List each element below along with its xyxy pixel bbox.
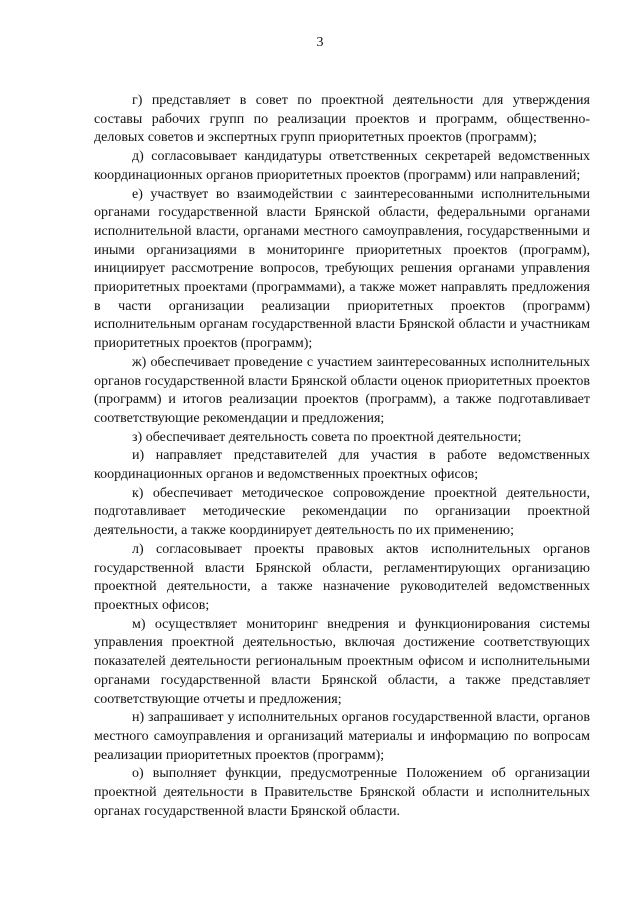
paragraph-z: з) обеспечивает деятельность совета по проектной деятельности; (132, 429, 522, 445)
page-number: 3 (316, 35, 324, 50)
paragraph-o: о) выполняет функции, предусмотренные Положением об организации проектной деятельности в Правительстве Брянской области и исполнительных органах государственной власти Брянской области. (94, 766, 590, 819)
paragraph-i: и) направляет представителей для участия в работе ведомственных координационных органов и ведомственных проектных офисов; (94, 448, 590, 483)
paragraph-l: л) согласовывает проекты правовых актов исполнительных органов государственной власти Брянской области, регламентирующих организацию проектной деятельности, а также назначение руководителей ведомственных проектных офисов; (94, 541, 590, 613)
paragraph-m: м) осуществляет мониторинг внедрения и функционирования системы управления проектной деятельностью, включая достижение соответствующих показателей деятельности региональным проектным офисом и исполнительными органами государственной власти Брянской области, а также представляет соответствующие отчеты и предложения; (94, 616, 590, 707)
paragraph-zh: ж) обеспечивает проведение с участием заинтересованных исполнительных органов государственной власти Брянской области оценок приоритетных проектов (программ) и итогов реализации проектов (программ), а также подготавливает соответствующие рекомендации и предложения; (94, 354, 590, 426)
paragraph-e: е) участвует во взаимодействии с заинтересованными исполнительными органами государственной власти Брянской области, федеральными органами исполнительной власти, органами местного самоуправления, государственными и иными организациями в мониторинге приоритетных проектов (программ), инициирует рассмотрение вопросов, требующих решения органами управления приоритетных проектами (программами), а также может направлять предложения в части организации реализации приоритетных проектов (программ) исполнительным органам государственной власти Брянской области и участникам приоритетных проектов (программ); (94, 186, 590, 352)
paragraph-k: к) обеспечивает методическое сопровождение проектной деятельности, подготавливает методические рекомендации по организации проектной деятельности, а также координирует деятельность по их применению; (94, 485, 590, 539)
paragraph-d: д) согласовывает кандидатуры ответственных секретарей ведомственных координационных органов приоритетных проектов (программ) или направлений; (94, 149, 590, 183)
document-body (94, 92, 590, 821)
paragraph-g: г) представляет в совет по проектной деятельности для утверждения составы рабочих групп по реализации проектов и программ, общественно-деловых советов и экспертных групп приоритетных проектов (программ); (94, 93, 590, 146)
paragraph-n: н) запрашивает у исполнительных органов государственной власти, органов местного самоуправления и организаций материалы и информацию по вопросам реализации приоритетных проектов (программ); (94, 710, 590, 763)
